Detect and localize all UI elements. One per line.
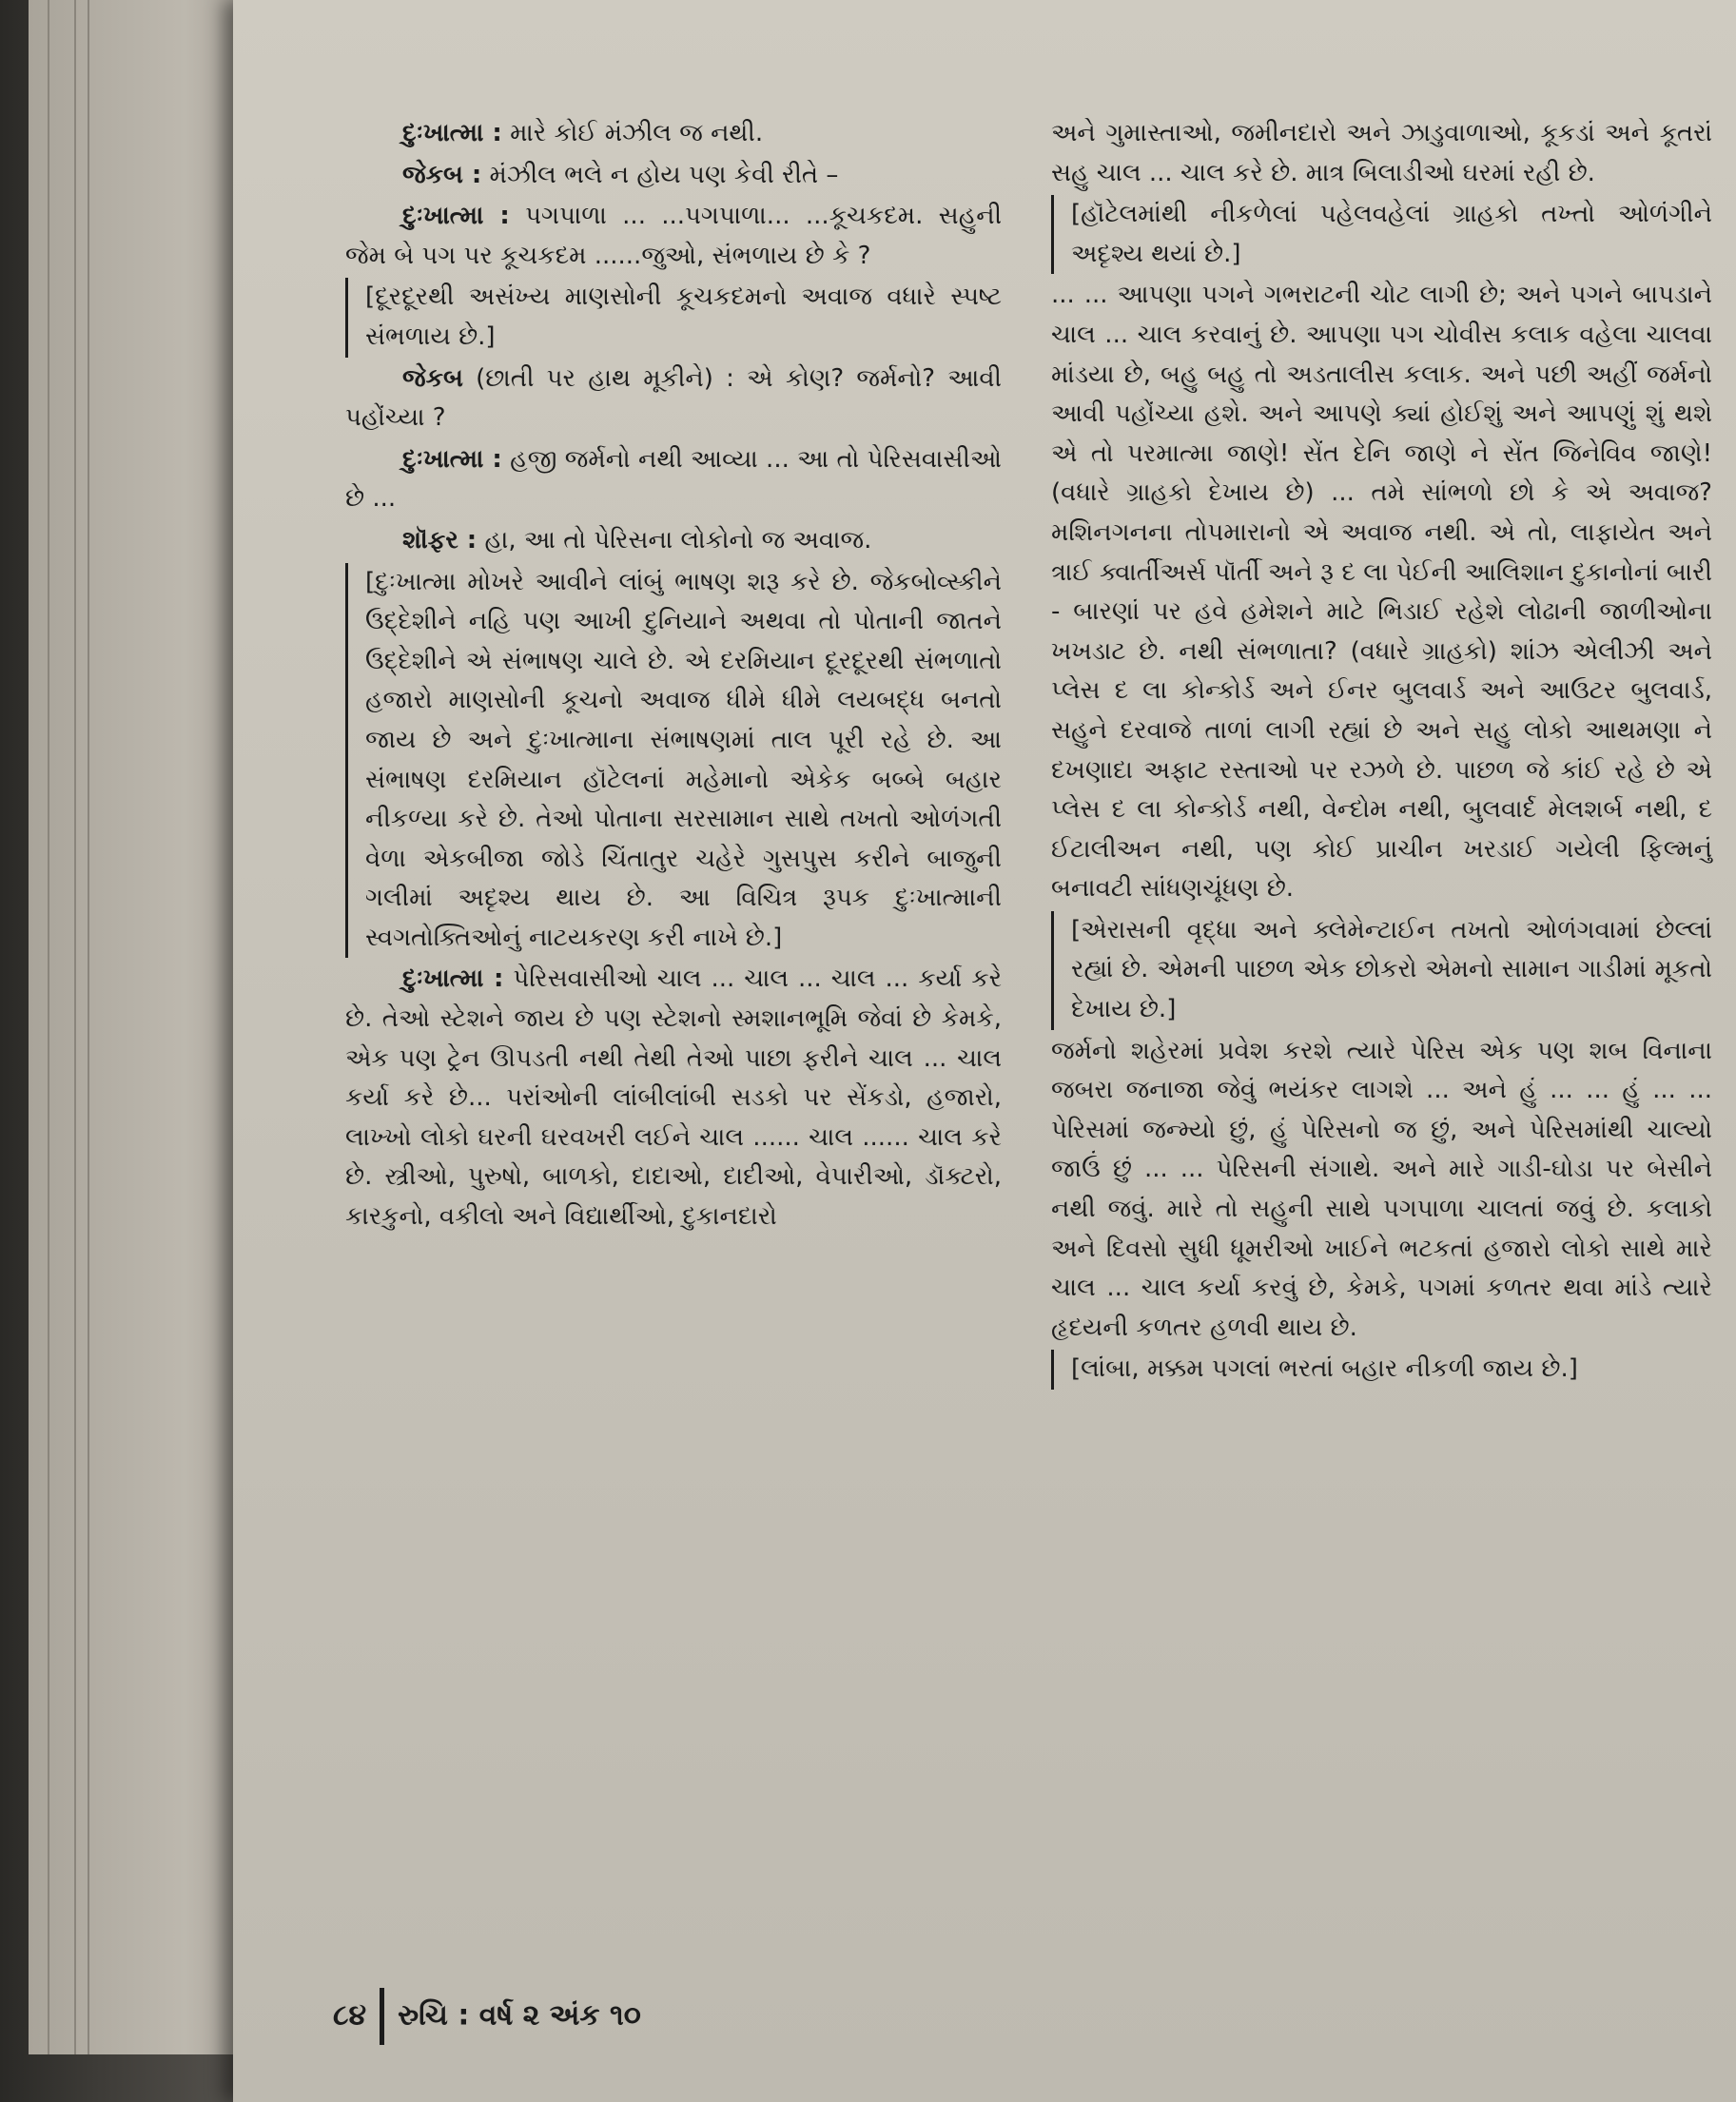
dialogue-line <box>345 114 1002 154</box>
dialogue-text: મંઝીલ ભલે ન હોય પણ કેવી રીતે – <box>489 160 839 189</box>
stage-direction: [દુઃખાત્મા મોખરે આવીને લાંબું ભાષણ શરૂ કરે છે. જેકબોવ્સ્કીને ઉદ્દેશીને નહિ પણ આખી દુનિયાને અથવા તો પોતાની જાતને ઉદ્દેશીને એ સંભાષણ ચાલે છે. એ દરમિયાન દૂરદૂરથી સંભળાતો હજારો માણસોની કૂચનો અવાજ ધીમે ધીમે લયબદ્ધ બનતો જાય છે અને દુઃખાત્માના સંભાષણમાં તાલ પૂરી રહે છે. આ સંભાષણ દરમિયાન હૉટેલનાં મહેમાનો એકેક બબ્બે બહાર નીકળ્યા કરે છે. તેઓ પોતાના સરસામાન સાથે તખતો ઓળંગતી વેળા એકબીજા જોડે ચિંતાતુર ચહેરે ગુસપુસ કરીને બાજુની ગલીમાં અદૃશ્ય થાય છે. આ વિચિત્ર રૂપક દુઃખાત્માની સ્વગતોક્તિઓનું નાટયકરણ કરી નાખે છે.] <box>345 563 1002 959</box>
page-number: ૮૪ <box>333 1998 367 2033</box>
magazine-page <box>233 0 1736 2102</box>
footer-divider <box>380 1988 384 2045</box>
dialogue-line <box>345 521 1002 561</box>
speaker-name: દુઃખાત્મા : <box>402 202 510 231</box>
dialogue-line <box>345 360 1002 438</box>
speaker-name: જેકબ : <box>402 160 482 189</box>
paragraph: ... ... આપણા પગને ગભરાટની ચોટ લાગી છે; અને પગને બાપડાને ચાલ ... ચાલ કરવાનું છે. આપણા પગ ચોવીસ કલાક વહેલા ચાલવા માંડયા છે, બહુ બહુ તો અડતાલીસ કલાક. અને પછી અહીં જર્મનો આવી પહોંચ્યા હશે. અને આપણે ક્યાં હોઈશું અને આપણું શું થશે એ તો પરમાત્મા જાણે! સેંત દેનિ જાણે ને સેંત જિનેવિવ જાણે! (વધારે ગ્રાહકો દેખાય છે) ... તમે સાંભળો છો કે એ અવાજ? મશિનગનના તોપમારાનો એ અવાજ નથી. એ તો, લાફાયેત અને ત્રાઈ ક્વાર્તીઅર્સ પૉર્તી અને રૂ દ લા પેઈની આલિશાન દુકાનોનાં બારી - બારણાં પર હવે હમેશને માટે ભિડાઈ રહેશે લોઢાની જાળીઓના ખખડાટ છે. નથી સંભળાતા? (વધારે ગ્રાહકો) શાંઝ એલીઝી અને પ્લેસ દ લા કોન્કોર્ડ અને ઈનર બુલવાર્ડ અને આઉટર બુલવાર્ડ, સહુને દરવાજે તાળાં લાગી રહ્યાં છે અને સહુ લોકો આથમણા ને દખણાદા અફાટ રસ્તાઓ પર રઝળે છે. પાછળ જે કાંઈ રહે છે એ પ્લેસ દ લા કોન્કોર્ડ નથી, વેન્દોમ નથી, બુલવાર્દ મેલશર્બ નથી, દ ઈટાલીઅન નથી, પણ કોઈ પ્રાચીન ખરડાઈ ગયેલી ફિલ્મનું બનાવટી સાંધણચૂંધણ છે. <box>1051 281 1712 904</box>
paragraph: અને ગુમાસ્તાઓ, જમીનદારો અને ઝાડુવાળાઓ, કૂકડાં અને કૂતરાં સહુ ચાલ ... ચાલ કરે છે. માત્ર બિલાડીઓ ઘરમાં રહી છે. <box>1051 119 1712 187</box>
dialogue-line <box>345 156 1002 196</box>
dialogue-text: પગપાળા ... ...પગપાળા... ...કૂચકદમ. સહુની જેમ બે પગ પર કૂચકદમ ......જુઓ, સંભળાય છે કે ? <box>345 202 1002 270</box>
page-edge <box>88 0 89 2054</box>
page-edge <box>48 0 49 2054</box>
stage-direction: [લાંબા, મક્કમ પગલાં ભરતાં બહાર નીકળી જાય છે.] <box>1051 1350 1712 1390</box>
magazine-name: રુચિ : <box>398 1998 470 2033</box>
page-edge <box>74 0 76 2054</box>
dialogue-text: પેરિસવાસીઓ ચાલ ... ચાલ ... ચાલ ... કર્યા કરે છે. તેઓ સ્ટેશને જાય છે પણ સ્ટેશનો સ્મશાનભૂમિ જેવાં છે કેમકે, એક પણ ટ્રેન ઊપડતી નથી તેથી તેઓ પાછા ફરીને ચાલ ... ચાલ કર્યા કરે છે... પરાંઓની લાંબીલાંબી સડકો પર સેંકડો, હજારો, લાખ્ખો લોકો ઘરની ઘરવખરી લઈને ચાલ ...... ચાલ ...... ચાલ કરે છે. સ્ત્રીઓ, પુરુષો, બાળકો, દાદાઓ, દાદીઓ, વેપારીઓ, ડૉક્ટરો, કારકુનો, વકીલો અને વિદ્યાર્થીઓ, દુકાનદારો <box>345 964 1003 1232</box>
speaker-name: જેકબ <box>402 363 463 393</box>
speaker-name: શૉફર : <box>402 525 478 555</box>
speaker-name: દુઃખાત્મા : <box>402 119 502 147</box>
dialogue-line <box>345 440 1002 519</box>
stage-direction: [હૉટેલમાંથી નીકળેલાં પહેલવહેલાં ગ્રાહકો તખ્તો ઓળંગીને અદૃશ્ય થયાં છે.] <box>1051 195 1712 274</box>
speaker-name: દુઃખાત્મા : <box>402 444 502 474</box>
right-column <box>1051 114 1712 1392</box>
dialogue-line <box>345 197 1002 276</box>
left-column <box>345 114 1002 1239</box>
speaker-name: દુઃખાત્મા : <box>402 964 504 994</box>
page-footer <box>333 1988 641 2045</box>
dialogue-text: હા, આ તો પેરિસના લોકોનો જ અવાજ. <box>484 525 872 555</box>
stage-direction: [એરાસની વૃદ્ધા અને ક્લેમેન્ટાઈન તખતો ઓળંગવામાં છેલ્લાં રહ્યાં છે. એમની પાછળ એક છોકરો એમનો સામાન ગાડીમાં મૂકતો દેખાય છે.] <box>1051 911 1712 1030</box>
dialogue-text: મારે કોઈ મંઝીલ જ નથી. <box>510 119 764 147</box>
dialogue-text: (છાતી પર હાથ મૂકીને) : એ કોણ? જર્મનો? આવી પહોંચ્યા ? <box>345 363 1002 433</box>
paragraph: જર્મનો શહેરમાં પ્રવેશ કરશે ત્યારે પેરિસ એક પણ શબ વિનાના જબરા જનાજા જેવું ભયંકર લાગશે ... અને હું ... ... હું ... ... પેરિસમાં જન્મ્યો છું, હું પેરિસનો જ છું, અને પેરિસમાંથી ચાલ્યો જાઉં છું ... ... પેરિસની સંગાથે. અને મારે ગાડી-ઘોડા પર બેસીને નથી જવું. મારે તો સહુની સાથે પગપાળા ચાલતાં જવું છે. કલાકો અને દિવસો સુધી ધૂમરીઓ ખાઈને ભટકતાં હજારો લોકો સાથે મારે ચાલ ... ચાલ કર્યા કરવું છે, કેમકે, પગમાં કળતર થવા માંડે ત્યારે હૃદયની કળતર હળવી થાય છે. <box>1051 1036 1712 1342</box>
dialogue-line <box>345 960 1002 1236</box>
dialogue-text: હજી જર્મનો નથી આવ્યા ... આ તો પેરિસવાસીઓ છે ... <box>345 444 1002 514</box>
issue-info: વર્ષ ૨ અંક ૧૦ <box>478 1998 641 2033</box>
stage-direction: [દૂરદૂરથી અસંખ્ય માણસોની કૂચકદમનો અવાજ વધારે સ્પષ્ટ સંભળાય છે.] <box>345 278 1002 357</box>
